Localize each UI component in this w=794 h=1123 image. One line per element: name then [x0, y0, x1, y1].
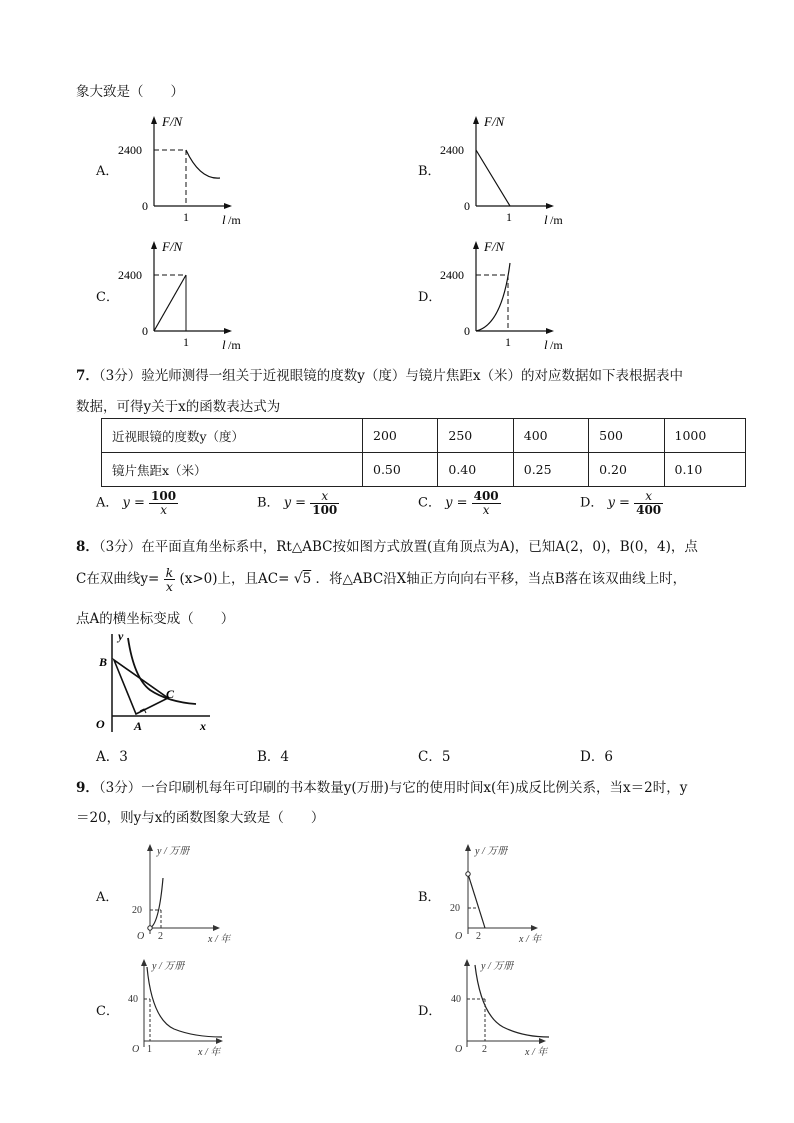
answer-label: C．	[418, 495, 441, 511]
q8-stem-line1	[76, 535, 698, 555]
q7-stem-line2: 数据，可得y关于x的函数表达式为	[76, 399, 281, 415]
q7-answer-b	[257, 490, 339, 516]
q9-graph-b	[443, 838, 568, 948]
fraction-denominator: x	[482, 502, 490, 517]
figure-label-o: O	[96, 717, 105, 731]
fraction-numerator: 400	[473, 489, 499, 503]
axis-y-label: y / 万册	[157, 846, 190, 857]
axis-y-label: F/N	[484, 239, 505, 254]
q7-answer-a	[96, 490, 178, 516]
q8-stem-text: （3分）在平面直角坐标系中，Rt△ABC按如图方式放置(直角顶点为A)，已知A(2，0)，B(0，4)，点	[98, 539, 698, 555]
q6-option-b-label: B．	[418, 164, 441, 179]
x-tick-label: 2	[476, 931, 481, 942]
answer-fraction	[310, 490, 339, 516]
axis-x-label-unit: /m	[228, 213, 241, 227]
y-tick-label: 20	[450, 903, 460, 914]
curve	[475, 965, 549, 1037]
q8-sqrt-value: 5	[302, 571, 312, 588]
table-cell: 0.40	[438, 453, 513, 487]
origin-label: 0	[464, 199, 470, 213]
axis-x-label: x / 年	[525, 1047, 548, 1058]
x-tick-label: 1	[147, 1044, 152, 1055]
q6-graph-c	[110, 233, 270, 353]
q6-option-d-label: D．	[418, 290, 442, 305]
q9-option-a-label: A．	[96, 890, 119, 905]
x-axis-arrow-icon	[546, 328, 554, 334]
figure-label-y: y	[118, 629, 124, 643]
answer-label: D．	[580, 495, 604, 511]
axis-x-label-var: l	[222, 212, 226, 227]
line-graph	[154, 275, 186, 331]
open-point-icon	[466, 872, 470, 876]
q7-answer-d	[580, 490, 663, 516]
answer-label: A．	[96, 495, 119, 511]
sqrt-icon: √	[293, 571, 303, 588]
triangle-abc	[114, 660, 168, 714]
answer-fraction	[634, 490, 663, 516]
q7-number: 7．	[76, 368, 99, 384]
answer-label: B．	[257, 495, 280, 511]
answer-lhs: y =	[122, 495, 145, 511]
q9-number: 9．	[76, 780, 99, 796]
axis-x-label: x / 年	[519, 934, 542, 945]
y-axis-arrow-icon	[473, 116, 479, 124]
curve	[476, 263, 510, 331]
y-axis-arrow-icon	[465, 844, 471, 851]
axis-y-label: y / 万册	[475, 846, 508, 857]
axis-x-label: x / 年	[208, 934, 231, 945]
q8-number: 8．	[76, 539, 99, 555]
q6-option-a-label: A．	[96, 164, 119, 179]
axis-y-label: F/N	[484, 114, 505, 129]
y-axis-arrow-icon	[151, 116, 157, 124]
axis-y-label: y / 万册	[481, 961, 514, 972]
y-value-label: 2400	[440, 143, 464, 157]
q8-stem-part-a: C在双曲线y=	[76, 571, 160, 588]
origin-label: 0	[464, 324, 470, 338]
y-tick-label: 40	[451, 994, 461, 1005]
q6-graph-d	[432, 233, 592, 353]
y-value-label: 2400	[440, 268, 464, 282]
y-tick-label: 20	[132, 905, 142, 916]
axis-y-label: F/N	[162, 239, 183, 254]
q6-option-c-label: C．	[96, 290, 119, 305]
fraction-numerator: x	[310, 490, 339, 504]
table-cell: 1000	[664, 419, 746, 453]
x-axis-arrow-icon	[224, 328, 232, 334]
q9-option-d-label: D．	[418, 1004, 442, 1019]
origin-label: 0	[142, 199, 148, 213]
origin-label: O	[137, 931, 145, 942]
origin-label: O	[455, 1044, 463, 1055]
table-row	[102, 453, 746, 487]
table-cell: 400	[513, 419, 588, 453]
table-cell: 0.20	[589, 453, 664, 487]
fraction-numerator: k	[165, 565, 174, 580]
q8-choice-a: A．3	[96, 749, 128, 765]
figure-label-x: x	[200, 719, 206, 733]
x-value-label: 1	[183, 335, 189, 349]
q8-fraction	[164, 566, 176, 593]
axis-y-label: y / 万册	[152, 961, 185, 972]
answer-fraction	[149, 490, 178, 516]
y-value-label: 2400	[118, 143, 142, 157]
q9-stem-line1	[76, 776, 687, 796]
answer-fraction	[472, 490, 501, 516]
q8-stem-part-c: ．将△ABC沿X轴正方向向右平移，当点B落在该双曲线上时，	[315, 571, 687, 588]
x-axis-arrow-icon	[531, 925, 538, 931]
figure-label-b: B	[99, 655, 108, 669]
x-axis-arrow-icon	[546, 203, 554, 209]
x-axis-arrow-icon	[213, 925, 220, 931]
x-value-label: 1	[506, 210, 512, 224]
axis-x-label-var: l	[222, 337, 226, 352]
x-value-label: 1	[183, 210, 189, 224]
q8-choice-c: C．5	[418, 749, 451, 765]
axis-x-label-unit: /m	[550, 213, 563, 227]
axis-x-label-var: l	[544, 337, 548, 352]
table-cell: 0.10	[664, 453, 746, 487]
q8-stem-line2	[76, 566, 686, 593]
y-value-label: 2400	[118, 268, 142, 282]
q9-graph-d	[445, 953, 575, 1063]
answer-lhs: y =	[445, 495, 468, 511]
axis-y-label: F/N	[162, 114, 183, 129]
q7-stem-line1	[76, 364, 683, 384]
q8-stem-line3: 点A的横坐标变成（ ）	[76, 611, 235, 627]
fraction-denominator: x	[165, 579, 173, 595]
table-cell: 200	[363, 419, 438, 453]
y-axis-arrow-icon	[141, 959, 147, 966]
figure-label-a: A	[134, 719, 143, 733]
x-tick-label: 2	[158, 931, 163, 942]
figure-label-c: C	[166, 687, 175, 701]
axis-x-label-var: l	[544, 212, 548, 227]
x-tick-label: 2	[482, 1044, 487, 1055]
fraction-denominator: x	[160, 502, 167, 517]
q7-data-table	[101, 418, 746, 487]
table-row	[102, 419, 746, 453]
fraction-numerator: x	[634, 490, 663, 504]
y-axis-arrow-icon	[151, 241, 157, 249]
x-axis-arrow-icon	[216, 1038, 223, 1044]
y-axis-arrow-icon	[147, 844, 153, 851]
fraction-denominator: 100	[312, 502, 338, 517]
fraction-numerator: 100	[151, 489, 177, 503]
q9-graph-c	[122, 953, 252, 1063]
q6-graph-b	[432, 108, 592, 228]
q9-option-b-label: B．	[418, 890, 441, 905]
q9-option-c-label: C．	[96, 1004, 119, 1019]
line-graph	[468, 874, 485, 928]
q7-answer-c	[418, 490, 501, 516]
y-axis-arrow-icon	[473, 241, 479, 249]
curve	[147, 967, 222, 1037]
x-axis-arrow-icon	[539, 1038, 546, 1044]
curve	[186, 150, 220, 178]
table-cell: 镜片焦距x（米）	[102, 453, 363, 487]
q6-graph-a	[110, 108, 270, 228]
table-cell: 0.50	[363, 453, 438, 487]
q8-figure	[92, 628, 222, 738]
origin-label: 0	[142, 324, 148, 338]
q8-stem-part-b: (x>0)上，且AC=	[179, 571, 290, 588]
origin-label: O	[132, 1044, 140, 1055]
line-graph	[476, 150, 510, 206]
axis-x-label-unit: /m	[550, 338, 563, 352]
q9-graph-a	[125, 838, 250, 948]
q6-stem-tail: 象大致是（ ）	[76, 84, 184, 100]
y-tick-label: 40	[128, 994, 138, 1005]
open-point-icon	[148, 926, 152, 930]
q9-stem-line2: ＝20，则y与x的函数图象大致是（ ）	[76, 810, 325, 826]
x-axis-arrow-icon	[224, 203, 232, 209]
answer-lhs: y =	[283, 495, 307, 511]
table-cell: 250	[438, 419, 513, 453]
q8-choice-d: D．6	[580, 749, 613, 765]
q9-stem-text: （3分）一台印刷机每年可印刷的书本数量y(万册)与它的使用时间x(年)成反比例关系，当x＝2时，y	[98, 780, 688, 796]
origin-label: O	[455, 931, 463, 942]
axis-x-label-unit: /m	[228, 338, 241, 352]
fraction-denominator: 400	[636, 502, 662, 517]
y-axis-arrow-icon	[464, 959, 470, 966]
axis-x-label: x / 年	[198, 1047, 221, 1058]
q8-choice-b: B．4	[257, 749, 290, 765]
answer-lhs: y =	[607, 495, 630, 511]
table-cell: 近视眼镜的度数y（度）	[102, 419, 363, 453]
x-value-label: 1	[505, 335, 511, 349]
q7-stem-text: （3分）验光师测得一组关于近视眼镜的度数y（度）与镜片焦距x（米）的对应数据如下表根据表中	[98, 368, 683, 384]
table-cell: 500	[589, 419, 664, 453]
table-cell: 0.25	[513, 453, 588, 487]
